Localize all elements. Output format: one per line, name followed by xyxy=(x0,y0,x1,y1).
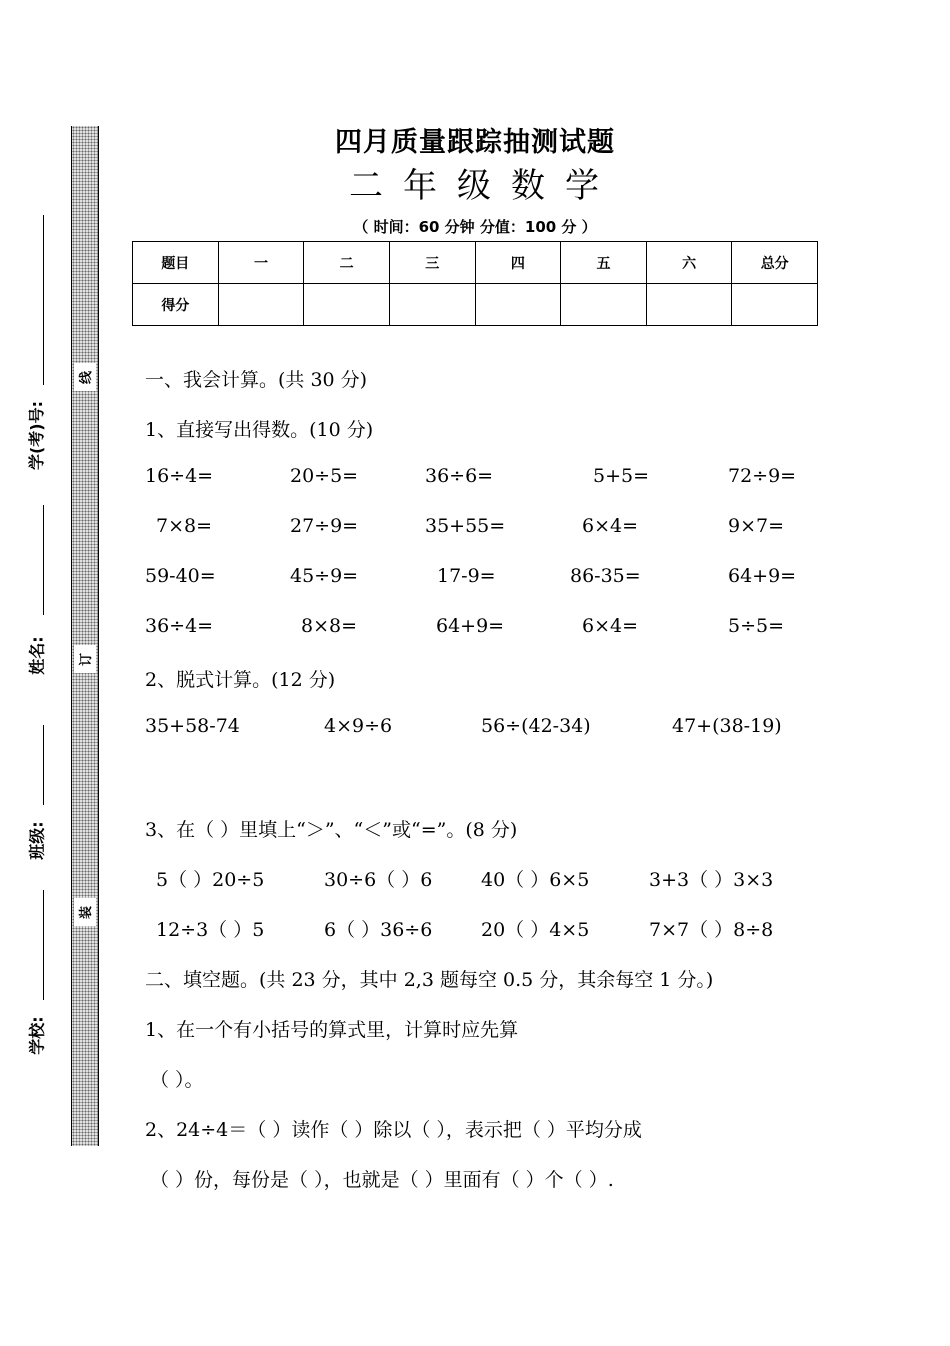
calc-item: 36÷6= xyxy=(425,465,494,487)
class-label: 班级: xyxy=(27,820,47,860)
table-header-cell: 总分 xyxy=(732,242,818,284)
school-line xyxy=(43,890,44,1000)
compare-item: 3+3（ ）3×3 xyxy=(649,869,774,891)
calc-item: 5÷5= xyxy=(728,615,785,637)
calc-item: 45÷9= xyxy=(290,565,359,587)
page-title: 四月质量跟踪抽测试题 xyxy=(335,127,615,158)
school-label: 学校: xyxy=(27,1015,47,1055)
score-cell[interactable] xyxy=(389,284,475,326)
score-cell[interactable] xyxy=(732,284,818,326)
calc-item: 9×7= xyxy=(728,515,785,537)
calc-item: 8×8= xyxy=(301,615,358,637)
compare-item: 20（ ）4×5 xyxy=(481,919,590,941)
score-cell[interactable] xyxy=(561,284,647,326)
calc-item: 20÷5= xyxy=(290,465,359,487)
fill-q1-line2: （ ）。 xyxy=(150,1069,204,1091)
q1-title: 1、直接写出得数。(10 分) xyxy=(145,419,374,441)
calc-item: 27÷9= xyxy=(290,515,359,537)
calc-item: 5+5= xyxy=(593,465,650,487)
score-cell[interactable] xyxy=(646,284,732,326)
compare-item: 30÷6（ ）6 xyxy=(324,869,433,891)
table-header-cell: 二 xyxy=(304,242,390,284)
calc-item: 35+55= xyxy=(425,515,506,537)
score-row-label: 得分 xyxy=(133,284,219,326)
strip-label-ding: 订 xyxy=(74,645,96,673)
time-info: （ 时间：60 分钟 分值：100 分 ） xyxy=(353,218,597,236)
name-line xyxy=(43,505,44,615)
score-table-header-row xyxy=(133,242,818,284)
expression-item: 35+58-74 xyxy=(145,715,240,737)
strip-label-zhuang: 装 xyxy=(74,898,96,926)
q3-title: 3、在（ ）里填上“＞”、“＜”或“=”。(8 分) xyxy=(145,819,518,841)
table-header-cell: 三 xyxy=(389,242,475,284)
class-line xyxy=(43,725,44,805)
expression-item: 4×9÷6 xyxy=(324,715,393,737)
strip-label-line: 线 xyxy=(74,363,96,391)
compare-item: 7×7（ ）8÷8 xyxy=(649,919,774,941)
score-table xyxy=(132,241,818,326)
score-cell[interactable] xyxy=(218,284,304,326)
calc-item: 86-35= xyxy=(570,565,641,587)
q2-title: 2、脱式计算。(12 分) xyxy=(145,669,336,691)
score-cell[interactable] xyxy=(304,284,390,326)
section1-title: 一、我会计算。(共 30 分) xyxy=(145,369,368,391)
calc-item: 64+9= xyxy=(436,615,505,637)
calc-item: 64+9= xyxy=(728,565,797,587)
compare-item: 12÷3（ ）5 xyxy=(156,919,265,941)
section2-title: 二、填空题。(共 23 分，其中 2,3 题每空 0.5 分，其余每空 1 分。) xyxy=(145,969,714,991)
exam-no-label: 学(考)号: xyxy=(27,400,47,470)
name-label: 姓名: xyxy=(27,635,47,675)
calc-item: 17-9= xyxy=(437,565,496,587)
fill-q1-line1: 1、在一个有小括号的算式里，计算时应先算 xyxy=(145,1019,519,1041)
page-subtitle: 二年级数学 xyxy=(349,166,619,206)
calc-item: 6×4= xyxy=(582,515,639,537)
table-header-cell: 六 xyxy=(646,242,732,284)
expression-item: 56÷(42-34) xyxy=(481,715,591,737)
calc-item: 59-40= xyxy=(145,565,216,587)
compare-item: 6（ ）36÷6 xyxy=(324,919,433,941)
compare-item: 40（ ）6×5 xyxy=(481,869,590,891)
score-cell[interactable] xyxy=(475,284,561,326)
binding-strip xyxy=(71,126,99,1146)
calc-item: 16÷4= xyxy=(145,465,214,487)
table-header-cell: 一 xyxy=(218,242,304,284)
expression-item: 47+(38-19) xyxy=(672,715,782,737)
table-header-cell: 五 xyxy=(561,242,647,284)
calc-item: 7×8= xyxy=(156,515,213,537)
calc-item: 36÷4= xyxy=(145,615,214,637)
calc-item: 72÷9= xyxy=(728,465,797,487)
calc-item: 6×4= xyxy=(582,615,639,637)
compare-item: 5（ ）20÷5 xyxy=(156,869,265,891)
table-header-cell: 四 xyxy=(475,242,561,284)
exam-no-line xyxy=(43,215,44,385)
table-header-cell: 题目 xyxy=(133,242,219,284)
fill-q2-line1: 2、24÷4＝（ ）读作（ ）除以（ ），表示把（ ）平均分成 xyxy=(145,1119,642,1141)
fill-q2-line2: （ ）份，每份是（ ），也就是（ ）里面有（ ）个（ ）. xyxy=(150,1169,614,1191)
score-table-score-row xyxy=(133,284,818,326)
